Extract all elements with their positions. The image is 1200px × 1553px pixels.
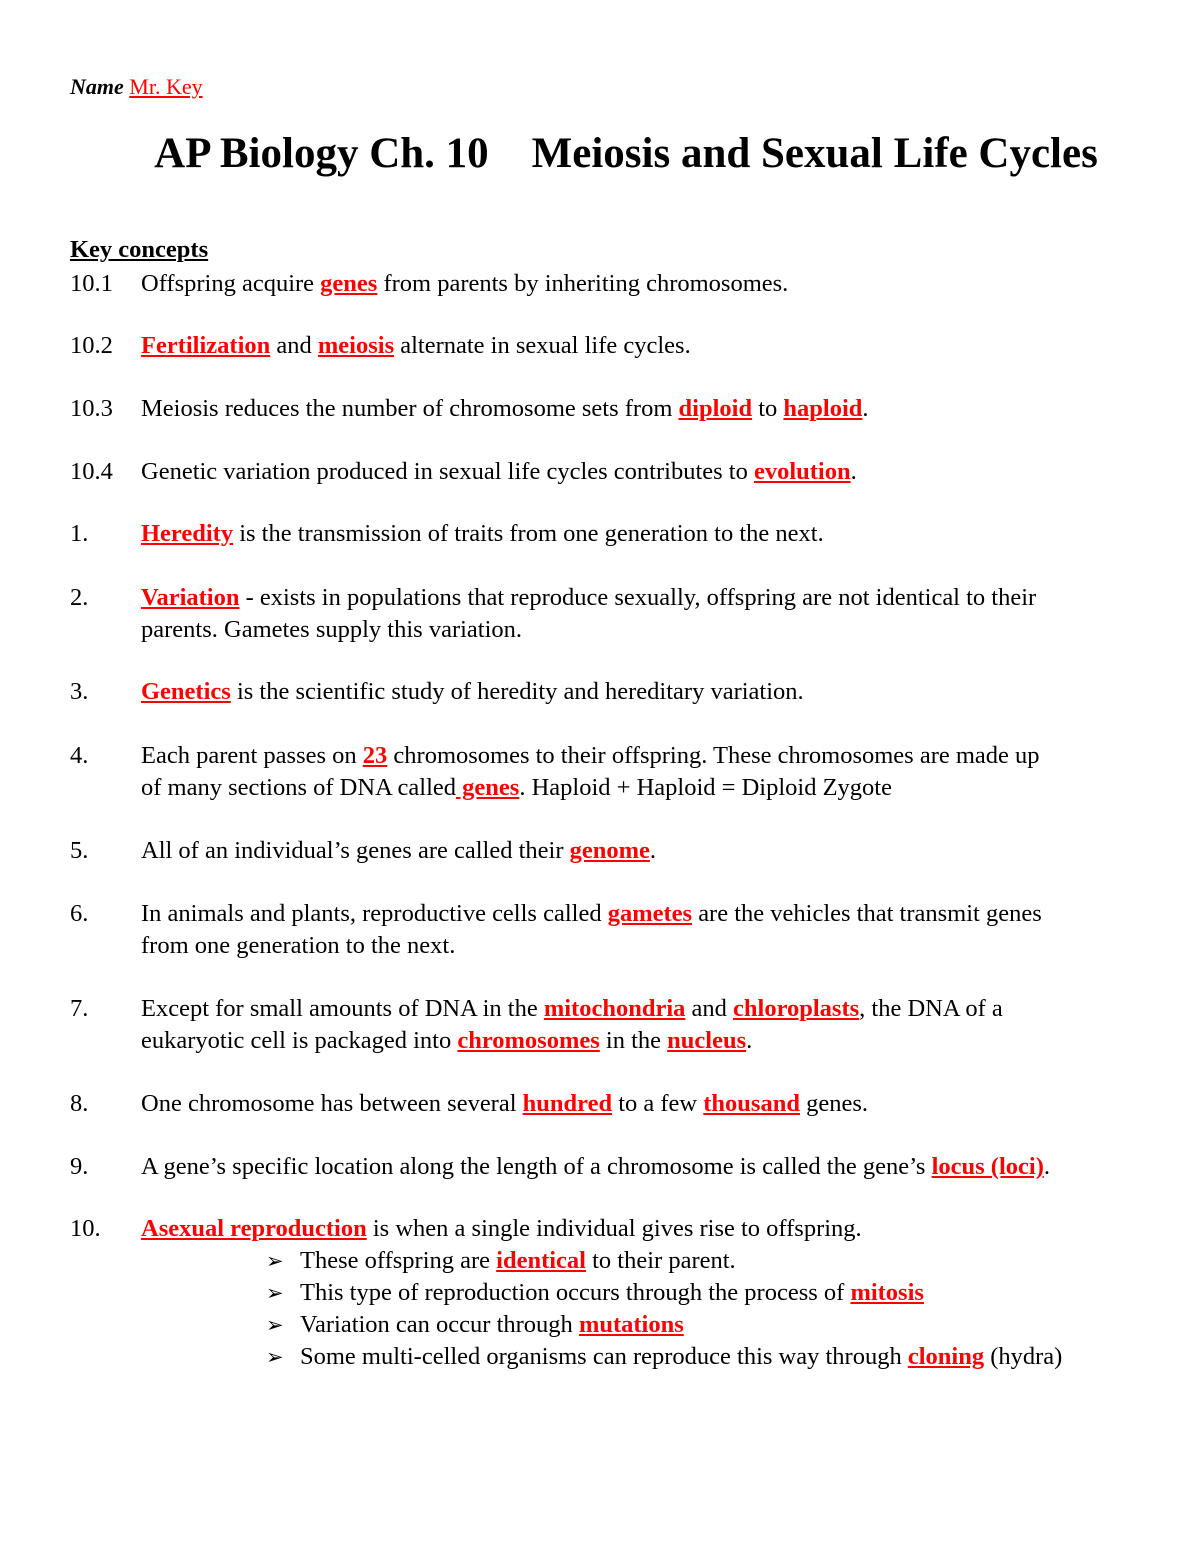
item-number: 7. xyxy=(70,995,89,1022)
name-value: Mr. Key xyxy=(129,74,203,99)
arrow-bullet-icon: ➢ xyxy=(266,1281,284,1305)
page-title: AP Biology Ch. 10 Meiosis and Sexual Life Cycles xyxy=(154,130,1098,177)
key-concept-10-1: 10.1 Offspring acquire genes from parents by inheriting chromosomes. xyxy=(70,268,1170,300)
answer-blank: thousand xyxy=(703,1090,800,1117)
answer-blank: meiosis xyxy=(317,332,395,359)
question-7: 7. Except for small amounts of DNA in the mitochondria and chloroplasts, the DNA of a eukaryotic cell is packaged into chromosomes in the nucleus. xyxy=(70,995,1003,1054)
item-number: 9. xyxy=(70,1153,89,1180)
question-1: 1. Heredity is the transmission of traits from one generation to the next. xyxy=(70,518,1170,550)
answer-blank: nucleus xyxy=(667,1027,747,1054)
question-6: 6. In animals and plants, reproductive cells called gametes are the vehicles that transmit genes from one generation to the next. xyxy=(70,900,1042,959)
answer-blank: 23 xyxy=(362,742,388,769)
answer-blank: mitosis xyxy=(850,1279,924,1306)
answer-blank: mutations xyxy=(578,1311,684,1338)
answer-blank: genes xyxy=(320,270,378,297)
sub-bullet: ➢ These offspring are identical to their parent. xyxy=(266,1245,736,1277)
question-10: 10. Asexual reproduction is when a single individual gives rise to offspring. xyxy=(70,1213,1170,1245)
question-4: 4. Each parent passes on 23 chromosomes to their offspring. These chromosomes are made up of many sections of DNA called genes. Haploid + Haploid = Diploid Zygote xyxy=(70,742,1040,801)
arrow-bullet-icon: ➢ xyxy=(266,1313,284,1337)
answer-blank: identical xyxy=(496,1247,586,1274)
answer-blank: Heredity xyxy=(141,520,234,547)
name-label: Name xyxy=(70,74,124,99)
answer-blank: locus (loci) xyxy=(931,1153,1044,1180)
question-2: 2. Variation - exists in populations that reproduce sexually, offspring are not identical to their parents. Gametes supply this variation. xyxy=(70,584,1037,643)
item-number: 3. xyxy=(70,678,89,705)
answer-blank: Variation xyxy=(141,584,240,611)
item-number: 6. xyxy=(70,900,89,927)
key-concepts-heading: Key concepts xyxy=(70,236,209,263)
item-number: 8. xyxy=(70,1090,89,1117)
answer-blank: Fertilization xyxy=(141,332,271,359)
item-number: 10.4 xyxy=(70,458,113,485)
item-number: 5. xyxy=(70,837,89,864)
item-number: 2. xyxy=(70,584,89,611)
answer-blank: evolution xyxy=(753,458,851,485)
item-number: 10.1 xyxy=(70,270,113,297)
sub-bullet: ➢ This type of reproduction occurs through the process of mitosis xyxy=(266,1277,924,1309)
key-concept-10-4: 10.4 Genetic variation produced in sexual life cycles contributes to evolution. xyxy=(70,456,1170,488)
answer-blank: Genetics xyxy=(141,678,231,705)
item-number: 4. xyxy=(70,742,89,769)
answer-blank: genes xyxy=(456,774,520,801)
answer-blank: chloroplasts xyxy=(733,995,860,1022)
question-3: 3. Genetics is the scientific study of heredity and hereditary variation. xyxy=(70,676,1170,708)
answer-blank: diploid xyxy=(678,395,753,422)
answer-blank: haploid xyxy=(783,395,863,422)
question-5: 5. All of an individual’s genes are called their genome. xyxy=(70,835,1170,867)
key-concept-10-3: 10.3 Meiosis reduces the number of chromosome sets from diploid to haploid. xyxy=(70,393,1170,425)
question-8: 8. One chromosome has between several hundred to a few thousand genes. xyxy=(70,1088,1170,1120)
item-number: 10. xyxy=(70,1215,101,1242)
answer-blank: chromosomes xyxy=(457,1027,600,1054)
name-line xyxy=(70,72,203,102)
arrow-bullet-icon: ➢ xyxy=(266,1345,284,1369)
answer-blank: gametes xyxy=(607,900,693,927)
item-number: 1. xyxy=(70,520,89,547)
answer-blank: Asexual reproduction xyxy=(141,1215,367,1242)
item-number: 10.2 xyxy=(70,332,113,359)
arrow-bullet-icon: ➢ xyxy=(266,1249,284,1273)
sub-bullet: ➢ Some multi-celled organisms can reproduce this way through cloning (hydra) xyxy=(266,1341,1062,1373)
answer-blank: cloning xyxy=(907,1343,985,1370)
key-concept-10-2: 10.2 Fertilization and meiosis alternate in sexual life cycles. xyxy=(70,330,1170,362)
sub-bullet: ➢ Variation can occur through mutations xyxy=(266,1309,684,1341)
item-number: 10.3 xyxy=(70,395,113,422)
answer-blank: genome xyxy=(569,837,650,864)
answer-blank: hundred xyxy=(522,1090,613,1117)
question-9: 9. A gene’s specific location along the length of a chromosome is called the gene’s locus (loci). xyxy=(70,1151,1170,1183)
answer-blank: mitochondria xyxy=(543,995,686,1022)
